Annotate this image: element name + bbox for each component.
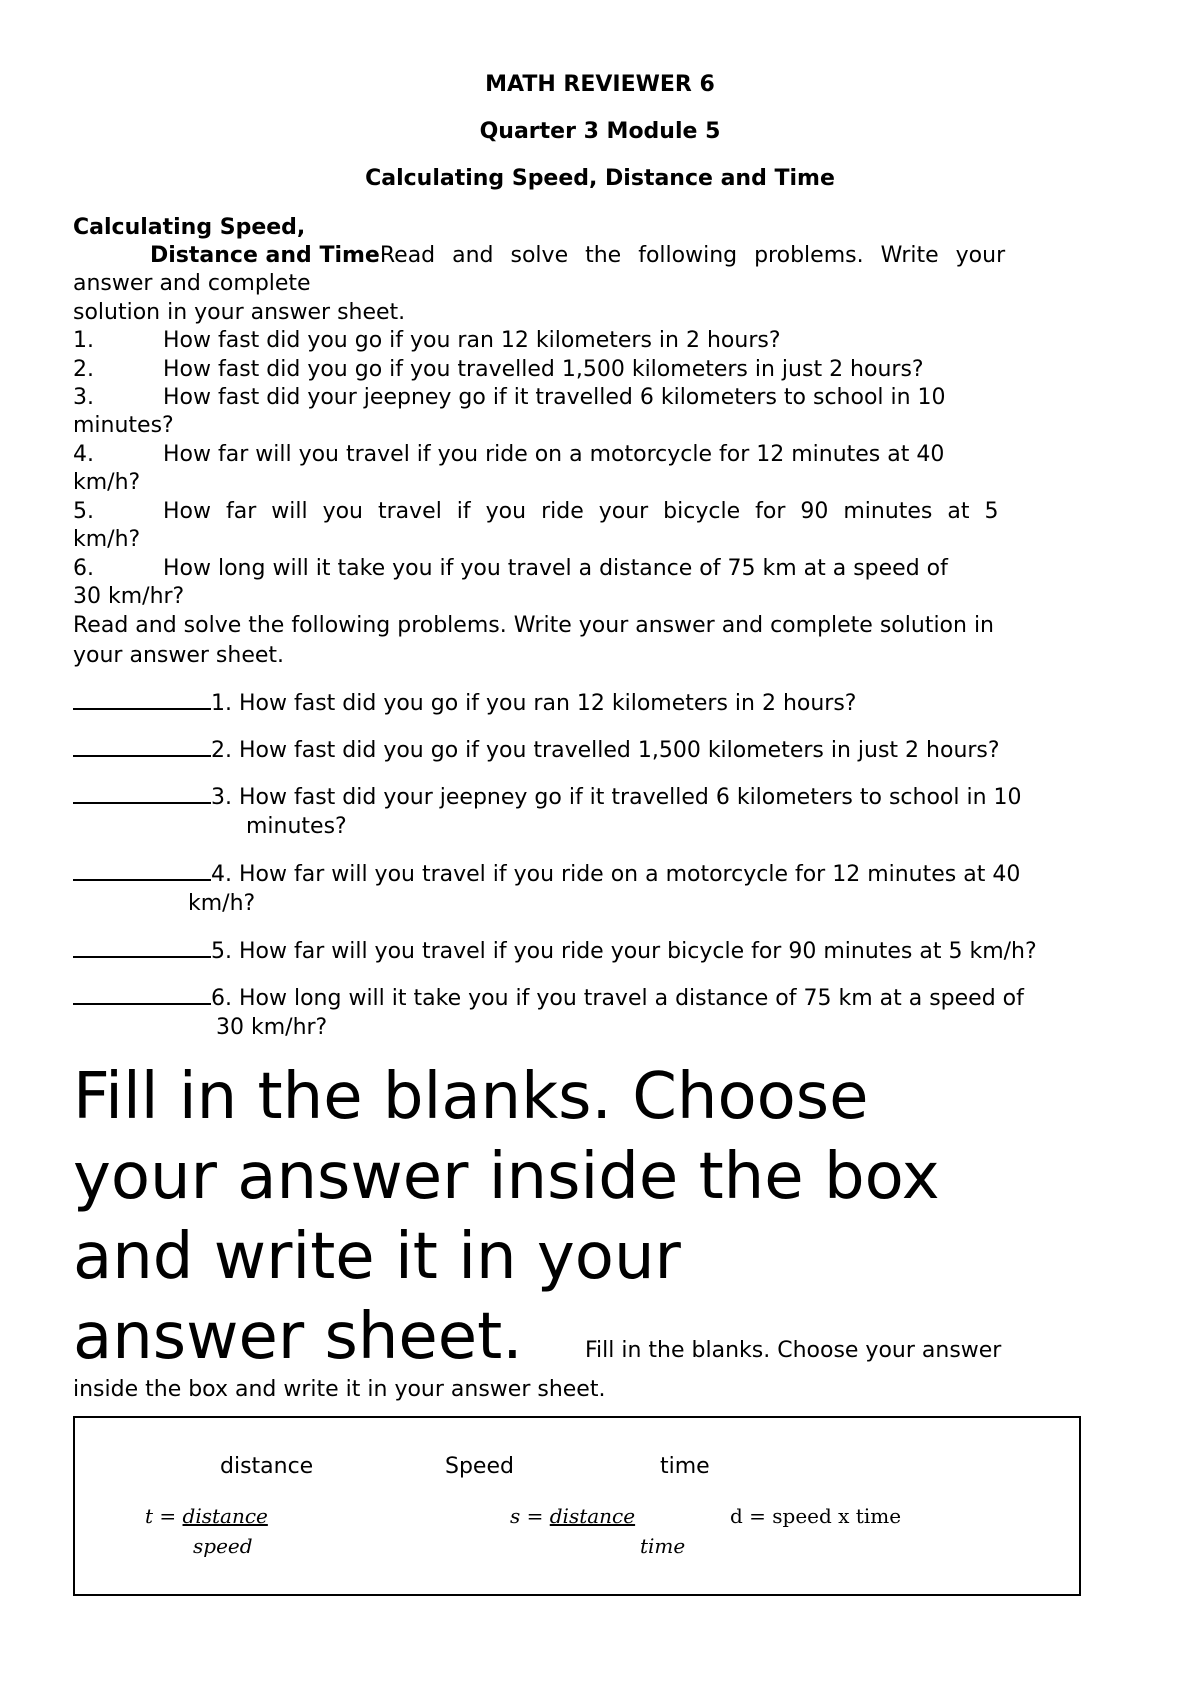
item-number: 4. <box>73 442 94 467</box>
item-text: How far will you travel if you ride on a motorcycle for 12 minutes at 40 <box>163 442 945 467</box>
question-continuation: minutes? <box>246 814 347 839</box>
item-continuation: km/h? <box>73 470 141 495</box>
answer-blank[interactable] <box>73 737 211 757</box>
formula-time-denominator: speed <box>193 1534 253 1558</box>
small-instruction-cont: inside the box and write it in your answer sheet. <box>73 1377 606 1402</box>
instruction-a: Read and solve the following problems. Write your <box>379 243 1006 268</box>
list-item <box>73 442 944 467</box>
section-heading: Calculating Speed, <box>73 215 306 240</box>
formula-time-lhs: t = <box>145 1504 177 1528</box>
answer-blank[interactable] <box>73 784 211 804</box>
page-subtitle: Quarter 3 Module 5 <box>479 119 721 144</box>
list-item <box>73 499 999 524</box>
question-text: 2. How fast did you go if you travelled 1,500 kilometers in just 2 hours? <box>211 738 1000 763</box>
page-title: MATH REVIEWER 6 <box>485 72 715 97</box>
item-text: How long will it take you if you travel a distance of 75 km at a speed of <box>163 556 948 581</box>
blank-question <box>73 784 1022 810</box>
blank-question <box>73 690 857 716</box>
list-item <box>73 385 946 410</box>
item-number: 3. <box>73 385 94 410</box>
big-instruction-line: answer sheet. <box>73 1300 523 1374</box>
choice-speed: Speed <box>445 1454 514 1479</box>
question-text: 6. How long will it take you if you travel a distance of 75 km at a speed of <box>211 986 1024 1011</box>
formula-speed-denominator: time <box>640 1534 686 1558</box>
formula-speed <box>510 1504 635 1528</box>
list-item <box>73 328 781 353</box>
question-continuation: 30 km/hr? <box>216 1015 328 1040</box>
choice-distance: distance <box>220 1454 314 1479</box>
formula-distance: d = speed x time <box>730 1504 902 1528</box>
blank-question <box>73 938 1037 964</box>
section2-instruction: Read and solve the following problems. Write your answer and complete solution in <box>73 613 995 638</box>
section-heading-line2 <box>150 243 1080 268</box>
answer-choices-box <box>73 1416 1081 1596</box>
blank-question <box>73 737 1000 763</box>
choice-time: time <box>660 1454 710 1479</box>
big-instruction-line: Fill in the blanks. Choose <box>73 1060 869 1134</box>
big-instruction-line: and write it in your <box>73 1220 681 1294</box>
blank-question <box>73 985 1024 1011</box>
answer-blank[interactable] <box>73 938 211 958</box>
question-text: 1. How fast did you go if you ran 12 kilometers in 2 hours? <box>211 691 857 716</box>
item-continuation: 30 km/hr? <box>73 584 185 609</box>
item-text: How fast did you go if you ran 12 kilometers in 2 hours? <box>163 328 781 353</box>
section2-instruction-cont: your answer sheet. <box>73 643 285 668</box>
item-text: How fast did your jeepney go if it travelled 6 kilometers to school in 10 <box>163 385 946 410</box>
item-number: 1. <box>73 328 94 353</box>
item-number: 2. <box>73 357 94 382</box>
formula-speed-lhs: s = <box>510 1504 544 1528</box>
item-number: 6. <box>73 556 94 581</box>
big-instruction-line: your answer inside the box <box>73 1140 940 1214</box>
small-instruction: Fill in the blanks. Choose your answer <box>585 1338 1002 1363</box>
question-continuation: km/h? <box>188 891 256 916</box>
answer-blank[interactable] <box>73 985 211 1005</box>
list-item <box>73 556 948 581</box>
answer-blank[interactable] <box>73 690 211 710</box>
item-continuation: minutes? <box>73 413 174 438</box>
blank-question <box>73 861 1020 887</box>
question-text: 5. How far will you travel if you ride your bicycle for 90 minutes at 5 km/h? <box>211 939 1037 964</box>
item-text: How fast did you go if you travelled 1,500 kilometers in just 2 hours? <box>163 357 924 382</box>
list-item <box>73 357 924 382</box>
page-topic: Calculating Speed, Distance and Time <box>365 166 835 191</box>
item-text: How far will you travel if you ride your bicycle for 90 minutes at 5 <box>163 499 999 524</box>
answer-blank[interactable] <box>73 861 211 881</box>
item-continuation: km/h? <box>73 527 141 552</box>
item-number: 5. <box>73 499 94 524</box>
formula-speed-numerator: distance <box>549 1504 636 1528</box>
question-text: 4. How far will you travel if you ride on a motorcycle for 12 minutes at 40 <box>211 862 1021 887</box>
instruction-c: solution in your answer sheet. <box>73 300 406 325</box>
section-heading-part2: Distance and Time <box>150 243 380 268</box>
formula-time-numerator: distance <box>182 1504 268 1528</box>
formula-time <box>145 1504 268 1528</box>
instruction-b: answer and complete <box>73 271 311 296</box>
question-text: 3. How fast did your jeepney go if it travelled 6 kilometers to school in 10 <box>211 785 1022 810</box>
